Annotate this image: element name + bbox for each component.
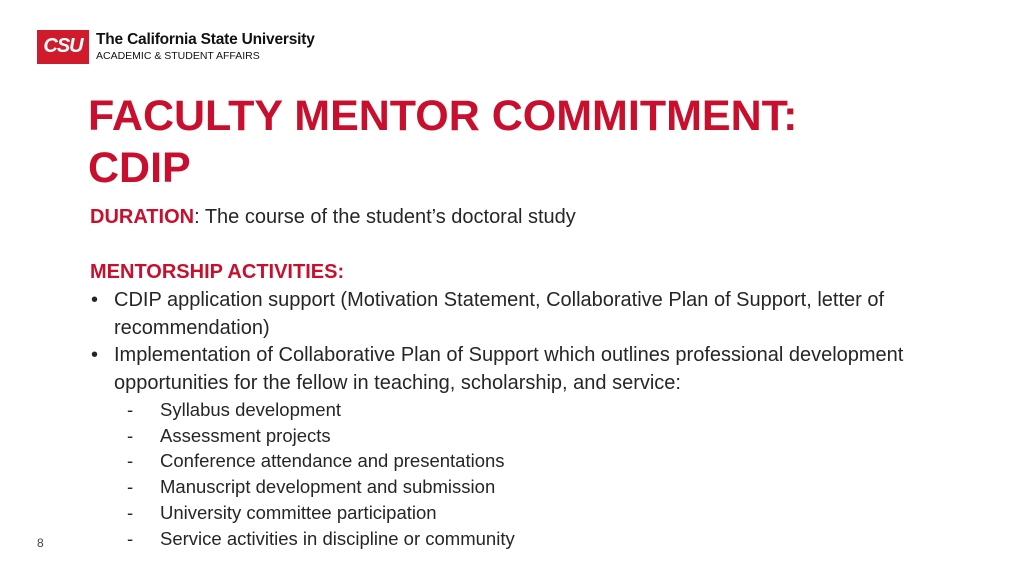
dash-symbol: - <box>127 424 134 446</box>
sub-list-item <box>126 423 515 449</box>
dash-symbol: - <box>127 501 134 523</box>
bullet-symbol: • <box>91 344 99 366</box>
slide-title <box>88 90 968 194</box>
support-activities-list <box>126 397 515 551</box>
bullet-text: Implementation of Collaborative Plan of Support which outlines professional development opportunities for the fellow in teaching, scholarship, and service: <box>114 344 904 394</box>
dash-symbol: - <box>127 476 134 498</box>
sub-list-item <box>126 474 515 500</box>
list-item <box>90 342 980 397</box>
csu-logo <box>37 29 315 64</box>
sub-item-text: Syllabus development <box>160 399 341 420</box>
sub-item-text: Manuscript development and submission <box>160 476 496 498</box>
logo-subtitle: ACADEMIC & STUDENT AFFAIRS <box>96 50 260 62</box>
activities-list <box>90 287 980 397</box>
dash-symbol: - <box>127 527 134 549</box>
dash-symbol: - <box>127 399 134 420</box>
list-item <box>90 287 980 342</box>
duration-text: : The course of the student’s doctoral study <box>194 206 576 228</box>
duration-label: DURATION <box>90 206 195 228</box>
logo-text <box>96 32 315 62</box>
csu-logo-mark: CSU <box>37 30 89 64</box>
mentorship-activities-heading: MENTORSHIP ACTIVITIES: <box>90 261 345 283</box>
sub-item-text: University committee participation <box>160 501 437 523</box>
bullet-symbol: • <box>91 289 99 311</box>
sub-list-item <box>126 500 515 526</box>
dash-symbol: - <box>127 450 134 472</box>
sub-item-text: Conference attendance and presentations <box>160 450 505 472</box>
sub-list-item <box>126 397 515 423</box>
sub-list-item <box>126 526 515 552</box>
page-number: 8 <box>37 536 44 550</box>
sub-item-text: Service activities in discipline or community <box>160 527 515 549</box>
slide-title-line-2: CDIP <box>88 144 191 192</box>
logo-title: The California State University <box>96 30 315 48</box>
sub-item-text: Assessment projects <box>160 424 331 446</box>
slide-title-line-1: FACULTY MENTOR COMMITMENT: <box>88 92 798 140</box>
bullet-text: CDIP application support (Motivation Statement, Collaborative Plan of Support, letter of recommendation) <box>114 289 885 339</box>
duration-line <box>90 204 990 231</box>
sub-list-item <box>126 448 515 474</box>
